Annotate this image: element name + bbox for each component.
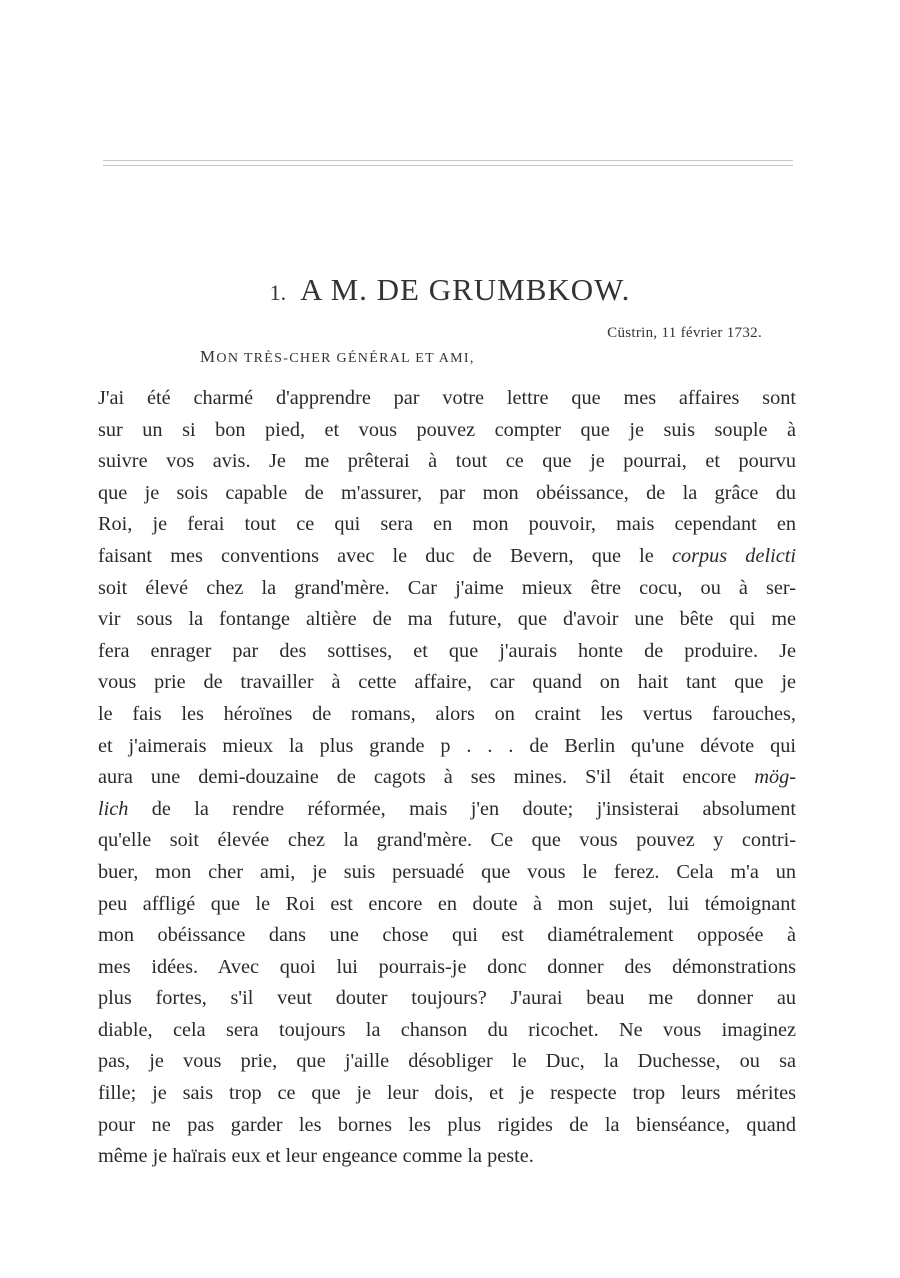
letter-recipient: A M. DE GRUMBKOW. bbox=[300, 272, 631, 307]
body-line bbox=[98, 1110, 796, 1142]
body-line bbox=[98, 604, 796, 636]
body-line bbox=[98, 415, 796, 447]
body-text: faisant mes conventions avec le duc de Bevern, que le bbox=[98, 544, 672, 567]
body-line bbox=[98, 889, 796, 921]
body-text: même je haïrais eux et leur engeance comme la peste. bbox=[98, 1145, 534, 1168]
body-text: pas, je vous prie, que j'aille désobliger le Duc, la Duchesse, ou sa bbox=[98, 1050, 796, 1073]
body-line bbox=[98, 1141, 796, 1173]
body-italic: corpus delicti bbox=[671, 544, 796, 567]
letter-body bbox=[98, 383, 796, 1173]
letter-number: 1. bbox=[269, 280, 287, 305]
salutation bbox=[200, 347, 475, 367]
body-line bbox=[98, 920, 796, 952]
body-line bbox=[98, 952, 796, 984]
body-line bbox=[98, 699, 796, 731]
body-text: J'ai été charmé d'apprendre par votre lettre que mes affaires sont bbox=[98, 387, 796, 409]
body-text: diable, cela sera toujours la chanson du ricochet. Ne vous imaginez bbox=[98, 1018, 796, 1041]
body-line bbox=[98, 794, 796, 826]
body-line bbox=[98, 667, 796, 699]
body-line bbox=[98, 1046, 796, 1078]
body-text: Roi, je ferai tout ce qui sera en mon pouvoir, mais cependant en bbox=[98, 513, 796, 536]
body-text: aura une demi-douzaine de cagots à ses mines. S'il était encore bbox=[98, 766, 755, 789]
body-line bbox=[98, 509, 796, 541]
body-text: soit élevé chez la grand'mère. Car j'aime mieux être cocu, ou à ser- bbox=[98, 576, 796, 599]
body-line bbox=[98, 857, 796, 889]
body-text: et j'aimerais mieux la plus grande p . . . de Berlin qu'une dévote qui bbox=[98, 734, 796, 757]
body-italic: lich bbox=[98, 797, 129, 820]
salutation-first-rest: ON bbox=[216, 351, 240, 366]
body-line bbox=[98, 1015, 796, 1047]
body-text: mon obéissance dans une chose qui est diamétralement opposée à bbox=[98, 924, 796, 947]
body-text: mes idées. Avec quoi lui pourrais-je donc donner des démonstrations bbox=[98, 955, 796, 978]
body-line bbox=[98, 478, 796, 510]
body-text: qu'elle soit élevée chez la grand'mère. Ce que vous pouvez y contri- bbox=[98, 829, 796, 852]
body-line bbox=[98, 446, 796, 478]
body-line bbox=[98, 731, 796, 763]
body-text: le fais les héroïnes de romans, alors on craint les vertus farouches, bbox=[98, 702, 796, 725]
body-text: buer, mon cher ami, je suis persuadé que vous le ferez. Cela m'a un bbox=[98, 860, 796, 883]
body-line bbox=[98, 541, 796, 573]
body-line bbox=[98, 636, 796, 668]
salutation-initial: M bbox=[200, 347, 217, 366]
body-text: plus fortes, s'il veut douter toujours? J'aurai beau me donner au bbox=[98, 987, 796, 1010]
body-text: sur un si bon pied, et vous pouvez compter que je suis souple à bbox=[98, 418, 796, 441]
body-text: vir sous la fontange altière de ma future, que d'avoir une bête qui me bbox=[98, 608, 796, 631]
body-text: pour ne pas garder les bornes les plus rigides de la bienséance, quand bbox=[98, 1113, 796, 1136]
body-text: fille; je sais trop ce que je leur dois, et je respecte trop leurs mérites bbox=[98, 1082, 796, 1105]
body-line bbox=[98, 983, 796, 1015]
body-text: fera enrager par des sottises, et que j'aurais honte de produire. Je bbox=[98, 639, 796, 662]
body-line bbox=[98, 762, 796, 794]
body-text: suivre vos avis. Je me prêterai à tout ce que je pourrai, et pourvu bbox=[98, 450, 796, 473]
body-line bbox=[98, 825, 796, 857]
body-line bbox=[98, 573, 796, 605]
body-text: de la rendre réformée, mais j'en doute; j'insisterai absolument bbox=[128, 797, 796, 820]
header-rule bbox=[103, 160, 793, 166]
dateline: Cüstrin, 11 février 1732. bbox=[607, 325, 762, 341]
body-text: que je sois capable de m'assurer, par mon obéissance, de la grâce du bbox=[98, 481, 796, 504]
body-text: vous prie de travailler à cette affaire, car quand on hait tant que je bbox=[98, 671, 796, 694]
letter-title bbox=[0, 272, 900, 308]
body-italic: mög- bbox=[754, 766, 796, 789]
body-line bbox=[98, 383, 796, 415]
body-text: peu affligé que le Roi est encore en doute à mon sujet, lui témoignant bbox=[98, 892, 796, 915]
salutation-rest: TRÈS-CHER GÉNÉRAL ET AMI, bbox=[243, 351, 475, 366]
body-line bbox=[98, 1078, 796, 1110]
